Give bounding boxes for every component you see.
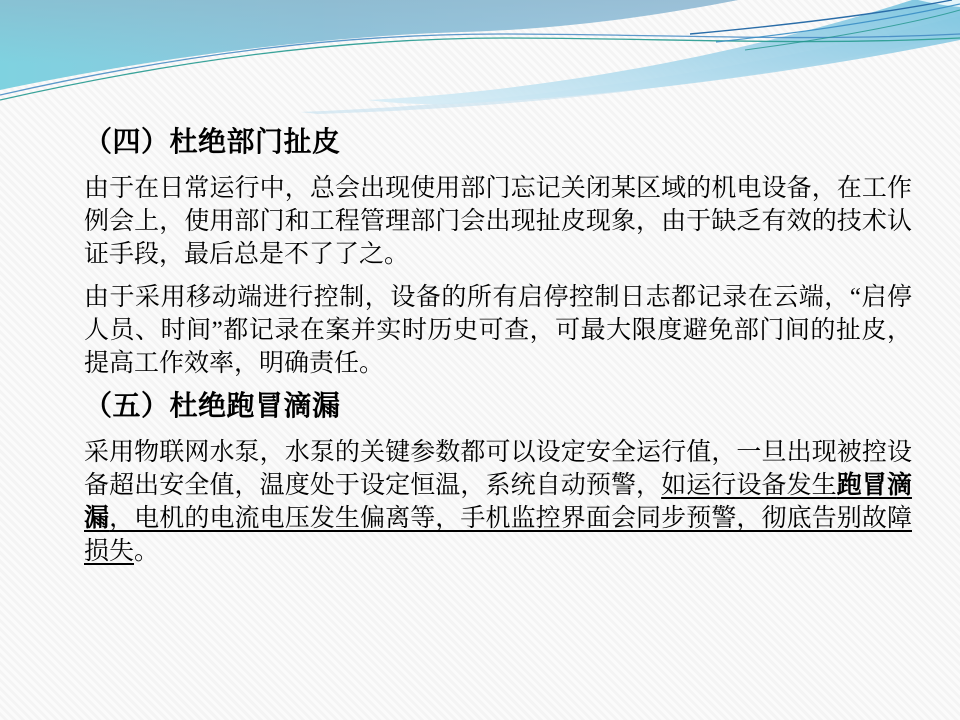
paragraph-daily-operation: 由于在日常运行中，总会出现使用部门忘记关闭某区域的机电设备，在工作例会上，使用部门和工程管理部门会出现扯皮现象，由于缺乏有效的技术认证手段，最后总是不了了之。 <box>84 175 912 268</box>
text-run-normal: 。 <box>134 538 160 565</box>
paragraph-mobile-control-log: 由于采用移动端进行控制，设备的所有启停控制日志都记录在云端，“启停人员、时间”都记录在案并实时历史可查，可最大限度避免部门间的扯皮，提高工作效率，明确责任。 <box>84 284 912 377</box>
text-run-underline: ，电机的电流电压发生偏离等，手机监控界面会同步预警，彻底告别故障损失 <box>84 505 912 565</box>
text-run-underline: 如运行设备发生 <box>661 472 837 499</box>
text-run-normal: 采用物联网水泵，水泵的关键参数都可以设定安全运行值，一旦出现被控设备超出安全值，温度处于设定恒温，系统自动预警， <box>84 439 912 499</box>
slide-content <box>84 126 912 578</box>
section-heading-five: （五）杜绝跑冒滴漏 <box>84 391 341 422</box>
paragraph-iot-pump-alert <box>84 436 912 568</box>
section-heading-four: （四）杜绝部门扯皮 <box>84 127 341 158</box>
text-run-underline-bold: 跑冒滴漏 <box>84 472 912 532</box>
